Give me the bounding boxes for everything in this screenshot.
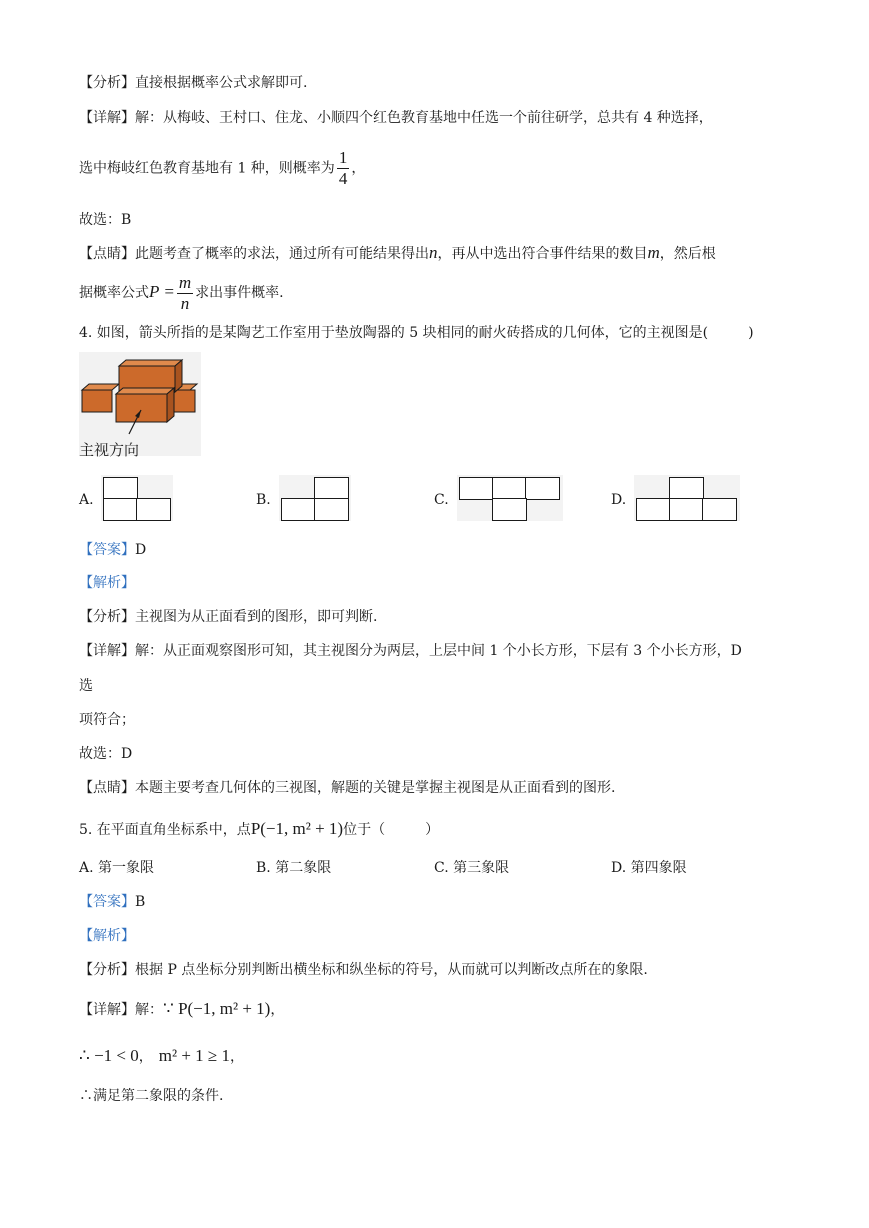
q3-choose: 故选：B xyxy=(79,212,132,228)
detail-text: 解：从正面观察图形可知，其主视图分为两层，上层中间 1 个小长方形，下层有 3 个小长方形，D xyxy=(135,643,742,659)
option-d-label: D. xyxy=(611,492,627,508)
q4-detail-line1 xyxy=(79,641,742,661)
analysis-tag: 【分析】 xyxy=(79,962,135,978)
q4-comment xyxy=(79,778,615,798)
comment-text: 本题主要考查几何体的三视图，解题的关键是掌握主视图是从正面看到的图形. xyxy=(135,780,616,796)
q4-jiexi-tag: 【解析】 xyxy=(79,575,135,591)
inequality-2: m² + 1 ≥ 1 xyxy=(158,1046,230,1065)
probability-fraction xyxy=(337,148,350,189)
punctuation: ， xyxy=(138,1049,153,1065)
q3-comment-line2 xyxy=(79,270,284,315)
point-expression: P(−1, m² + 1) xyxy=(250,819,344,838)
q5-answer xyxy=(79,892,145,912)
comment-tag: 【点睛】 xyxy=(79,780,135,796)
punctuation: ， xyxy=(351,160,366,177)
var-n: n xyxy=(429,243,438,262)
punctuation: ， xyxy=(270,1002,285,1018)
option-b-diagram xyxy=(279,475,351,521)
var-m: m xyxy=(647,243,660,262)
fraction-numerator: 1 xyxy=(338,148,348,167)
q5-option-a: A. 第一象限 xyxy=(79,860,155,876)
formula-numerator: m xyxy=(178,272,192,292)
analysis-tag: 【分析】 xyxy=(79,609,135,625)
detail-text: 解：从梅岐、王村口、住龙、小顺四个红色教育基地中任选一个前往研学，总共有 4 种选择， xyxy=(135,110,713,126)
inequality-1: ∴ −1 < 0 xyxy=(79,1046,139,1065)
stem-text: 5. 在平面直角坐标系中，点 xyxy=(79,822,251,838)
q5-detail xyxy=(79,996,284,1023)
q5-jiexi-tag: 【解析】 xyxy=(79,928,135,944)
formula-fraction xyxy=(177,273,193,314)
analysis-tag: 【分析】 xyxy=(79,75,135,91)
q4-analysis xyxy=(79,607,377,627)
q3-detail-line2 xyxy=(79,148,365,189)
answer-tag: 【答案】 xyxy=(79,542,135,558)
detail-text: 解： xyxy=(135,1002,163,1018)
q5-stem xyxy=(79,816,439,843)
q3-analysis xyxy=(79,73,307,93)
q5-option-c: C. 第三象限 xyxy=(434,860,510,876)
q4-detail-line2: 选 xyxy=(79,678,93,694)
q3-detail-line1 xyxy=(79,108,713,128)
option-a-diagram xyxy=(101,475,173,521)
analysis-text: 根据 P 点坐标分别判断出横坐标和纵坐标的符号，从而就可以判断改点所在的象限. xyxy=(135,962,648,978)
option-c-label: C. xyxy=(434,492,449,508)
q5-step1 xyxy=(79,1043,244,1070)
answer-value: B xyxy=(135,894,146,910)
comment-tag: 【点睛】 xyxy=(79,246,135,262)
stem-close: ） xyxy=(425,822,440,838)
analysis-text: 直接根据概率公式求解即可. xyxy=(135,75,308,91)
option-b-label: B. xyxy=(256,492,271,508)
analysis-text: 主视图为从正面看到的图形，即可判断. xyxy=(135,609,378,625)
q4-detail-line3: 项符合； xyxy=(79,712,135,728)
q5-step2: ∴满足第二象限的条件. xyxy=(79,1088,224,1104)
comment-text: 此题考查了概率的求法，通过所有可能结果得出 xyxy=(135,246,429,262)
option-d-diagram xyxy=(634,475,740,521)
q4-choose: 故选：D xyxy=(79,746,133,762)
q4-answer xyxy=(79,540,146,560)
comment-text: ，然后根 xyxy=(659,246,716,262)
detail-tag: 【详解】 xyxy=(79,110,135,126)
formula-lhs: P = xyxy=(149,282,175,301)
q3-comment-line1 xyxy=(79,243,716,264)
comment-text: ，再从中选出符合事件结果的数目 xyxy=(437,246,648,262)
q5-analysis xyxy=(79,960,648,980)
punctuation: ， xyxy=(230,1049,244,1065)
fraction-denominator: 4 xyxy=(338,169,348,188)
comment-text: 据概率公式 xyxy=(79,285,149,301)
detail-tag: 【详解】 xyxy=(79,1002,135,1018)
stem-text: 位于（ xyxy=(343,822,386,838)
option-a-label: A. xyxy=(79,492,94,508)
q4-stem xyxy=(79,323,754,343)
answer-value: D xyxy=(135,542,147,558)
detail-tag: 【详解】 xyxy=(79,643,135,659)
answer-tag: 【答案】 xyxy=(79,894,135,910)
stem-text: 4. 如图，箭头所指的是某陶艺工作室用于垫放陶器的 5 块相同的耐火砖搭成的几何体，它的主视图是( xyxy=(79,325,709,341)
stem-close: ) xyxy=(748,325,754,341)
detail-text: 选中梅岐红色教育基地有 1 种，则概率为 xyxy=(79,160,335,177)
detail-math: ∵ P(−1, m² + 1) xyxy=(163,999,271,1018)
comment-text: 求出事件概率. xyxy=(195,285,284,301)
q5-option-b: B. 第二象限 xyxy=(256,860,332,876)
formula-denominator: n xyxy=(180,293,190,313)
view-direction-label: 主视方向 xyxy=(79,441,140,459)
q5-option-d: D. 第四象限 xyxy=(611,860,687,876)
option-c-diagram xyxy=(457,475,563,521)
